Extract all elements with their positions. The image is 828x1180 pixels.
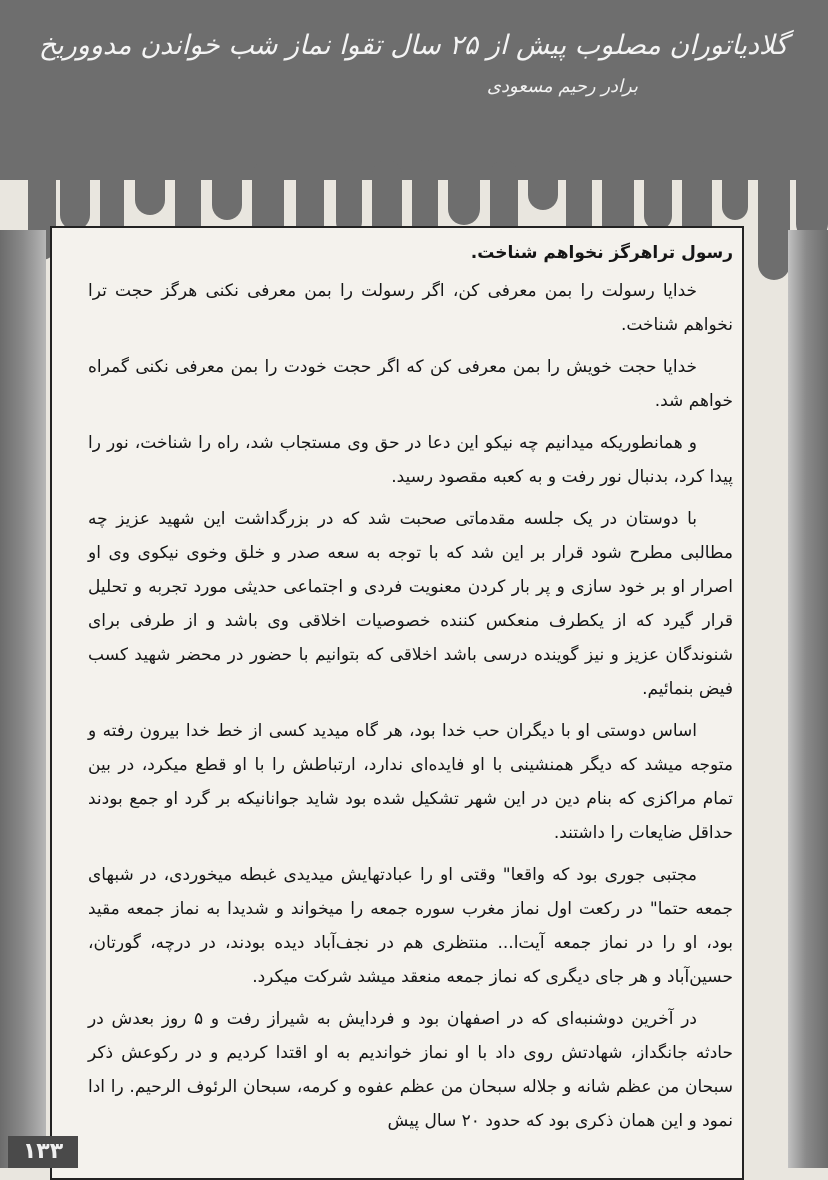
header-author: برادر رحیم مسعودی xyxy=(486,76,638,97)
left-side-decoration xyxy=(0,230,46,1168)
article-body xyxy=(88,236,733,1146)
article-paragraph: در آخرین دوشنبه‌ای که در اصفهان بود و فردایش به شیراز رفت و ۵ روز بعدش در حادثه جانگداز، شهادتش روی داد با او نماز خواندیم به او اقتدا کردیم و در رکوعش ذکر سبحان من عظم شانه و جلاله سبحان من عظم عفوه و کرمه، سبحان الرئوف الرحیم. را ادا نمود و این همان ذکری بود که حدود ۲۰ سال پیش xyxy=(88,1009,733,1131)
article-heading: رسول تراهرگز نخواهم شناخت. xyxy=(470,243,733,263)
article-paragraph: خدایا حجت خویش را بمن معرفی کن که اگر حجت خودت را بمن معرفی نکنی گمراه خواهم شد. xyxy=(88,357,733,411)
article-paragraph: اساس دوستی او با دیگران حب خدا بود، هر گاه میدید کسی از خط خدا بیرون رفته و متوجه میشد که دیگر همنشینی با او فایده‌ای ندارد، ارتباطش را با او قطع میکرد، در بین تمام مراکزی که بنام دین در این شهر تشکیل شده بود شاید جوانانیکه بر گرد او جمع بودند حداقل ضایعات را داشتند. xyxy=(88,721,733,843)
header-title: گلادیاتوران مصلوب پیش از ۲۵ سال تقوا نماز شب خواندن مدووریخ xyxy=(38,30,788,61)
article-paragraph: مجتبی جوری بود که واقعا" وقتی او را عبادتهایش میدیدی غبطه میخوردی، در شبهای جمعه حتما" در رکعت اول نماز مغرب سوره جمعه را میخواند و شدیدا به نماز جمعه مقید بود، او را در نماز جمعه آیت‌ا... منتظری هم در نجف‌آباد دیده بودند، در درچه، گورتان، حسین‌آباد و هر جای دیگری که نماز جمعه منعقد میشد شرکت میکرد. xyxy=(88,865,733,987)
article-paragraph: خدایا رسولت را بمن معرفی کن، اگر رسولت را بمن معرفی نکنی هرگز حجت ترا نخواهم شناخت. xyxy=(88,281,733,335)
page-number: ۱۳۳ xyxy=(8,1136,78,1168)
right-side-decoration xyxy=(788,230,828,1168)
article-paragraph: و همانطوریکه میدانیم چه نیکو این دعا در حق وی مستجاب شد، راه را شناخت، نور را پیدا کرد، بدنبال نور رفت و به کعبه مقصود رسید. xyxy=(88,433,733,487)
article-paragraph: با دوستان در یک جلسه مقدماتی صحبت شد که در بزرگداشت این شهید عزیز چه مطالبی مطرح شود قرار بر این شد که با توجه به سعه صدر و خلق وخوی نیکوی وی او اصرار او بر خود سازی و پر بار کردن معنویت فردی و اجتماعی حدیثی مورد تجربه و تحلیل قرار گیرد که از یکطرف منعکس کننده خصوصیات اخلاقی وی باشد و از طرفی برای شنوندگان عزیز و نیز گوینده درسی باشد اخلاقی که بتوانیم با حضور در محضر شهید کسب فیض بنمائیم. xyxy=(88,509,733,699)
